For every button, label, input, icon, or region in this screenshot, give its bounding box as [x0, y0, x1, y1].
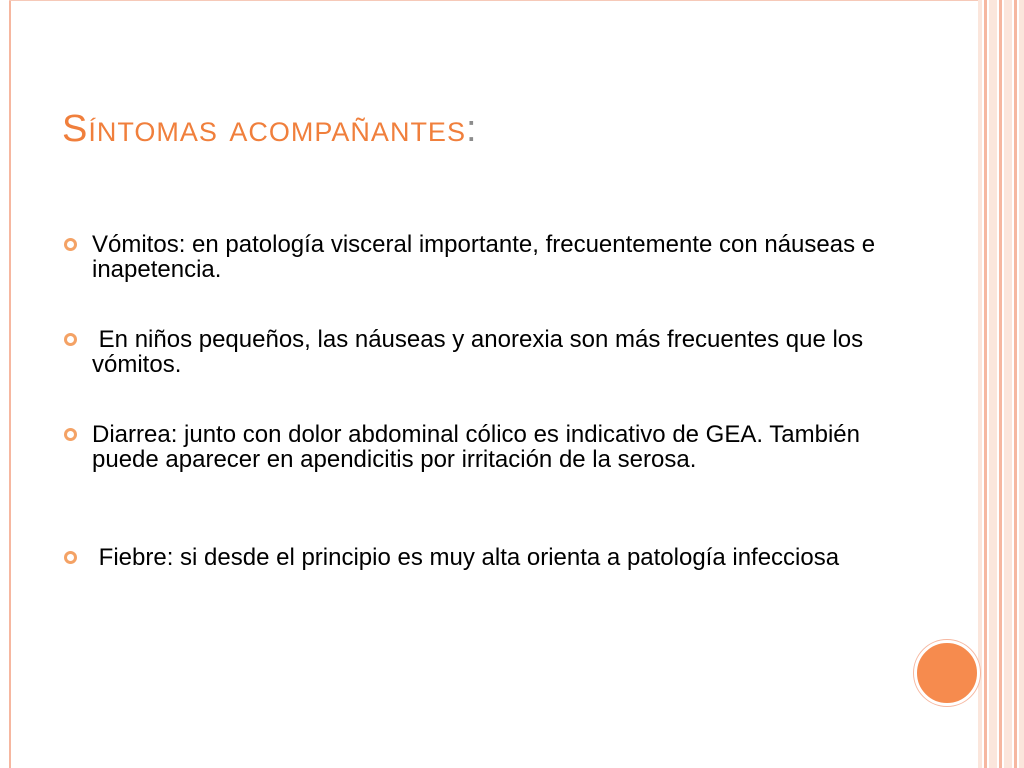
- bullet-text: Vómitos: en patología visceral importante, frecuentemente con náuseas e inapetencia.: [92, 231, 876, 283]
- stripe: [1019, 0, 1024, 768]
- ring-bullet-icon: [64, 551, 77, 564]
- bullet-item: [62, 327, 882, 377]
- stripe: [1004, 0, 1012, 768]
- bullet-list: [62, 232, 882, 570]
- ring-bullet-icon: [64, 333, 77, 346]
- bullet-item: [62, 232, 882, 282]
- slide-title: [62, 108, 478, 151]
- ring-bullet-icon: [64, 428, 77, 441]
- stripe: [999, 0, 1002, 768]
- bullet-text: Diarrea: junto con dolor abdominal cólico es indicativo de GEA. También puede aparecer en apendicitis por irritación de la serosa.: [92, 421, 860, 473]
- orange-circle-icon: [914, 640, 980, 706]
- bullet-text: Fiebre: si desde el principio es muy alta orienta a patología infecciosa: [92, 544, 840, 571]
- slide-title-text: Síntomas acompañantes: [62, 108, 466, 150]
- bullet-text: En niños pequeños, las náuseas y anorexia son más frecuentes que los vómitos.: [92, 326, 870, 378]
- slide-title-colon: :: [465, 108, 478, 150]
- bullet-item: [62, 545, 882, 570]
- bullet-item: [62, 422, 882, 472]
- ring-bullet-icon: [64, 238, 77, 251]
- stripe: [984, 0, 987, 768]
- stripe: [1014, 0, 1017, 768]
- stripe: [989, 0, 997, 768]
- frame-left-line: [9, 0, 11, 768]
- stripe: [978, 0, 982, 768]
- decorative-stripes: [978, 0, 1024, 768]
- frame-top-rule: [9, 0, 980, 1]
